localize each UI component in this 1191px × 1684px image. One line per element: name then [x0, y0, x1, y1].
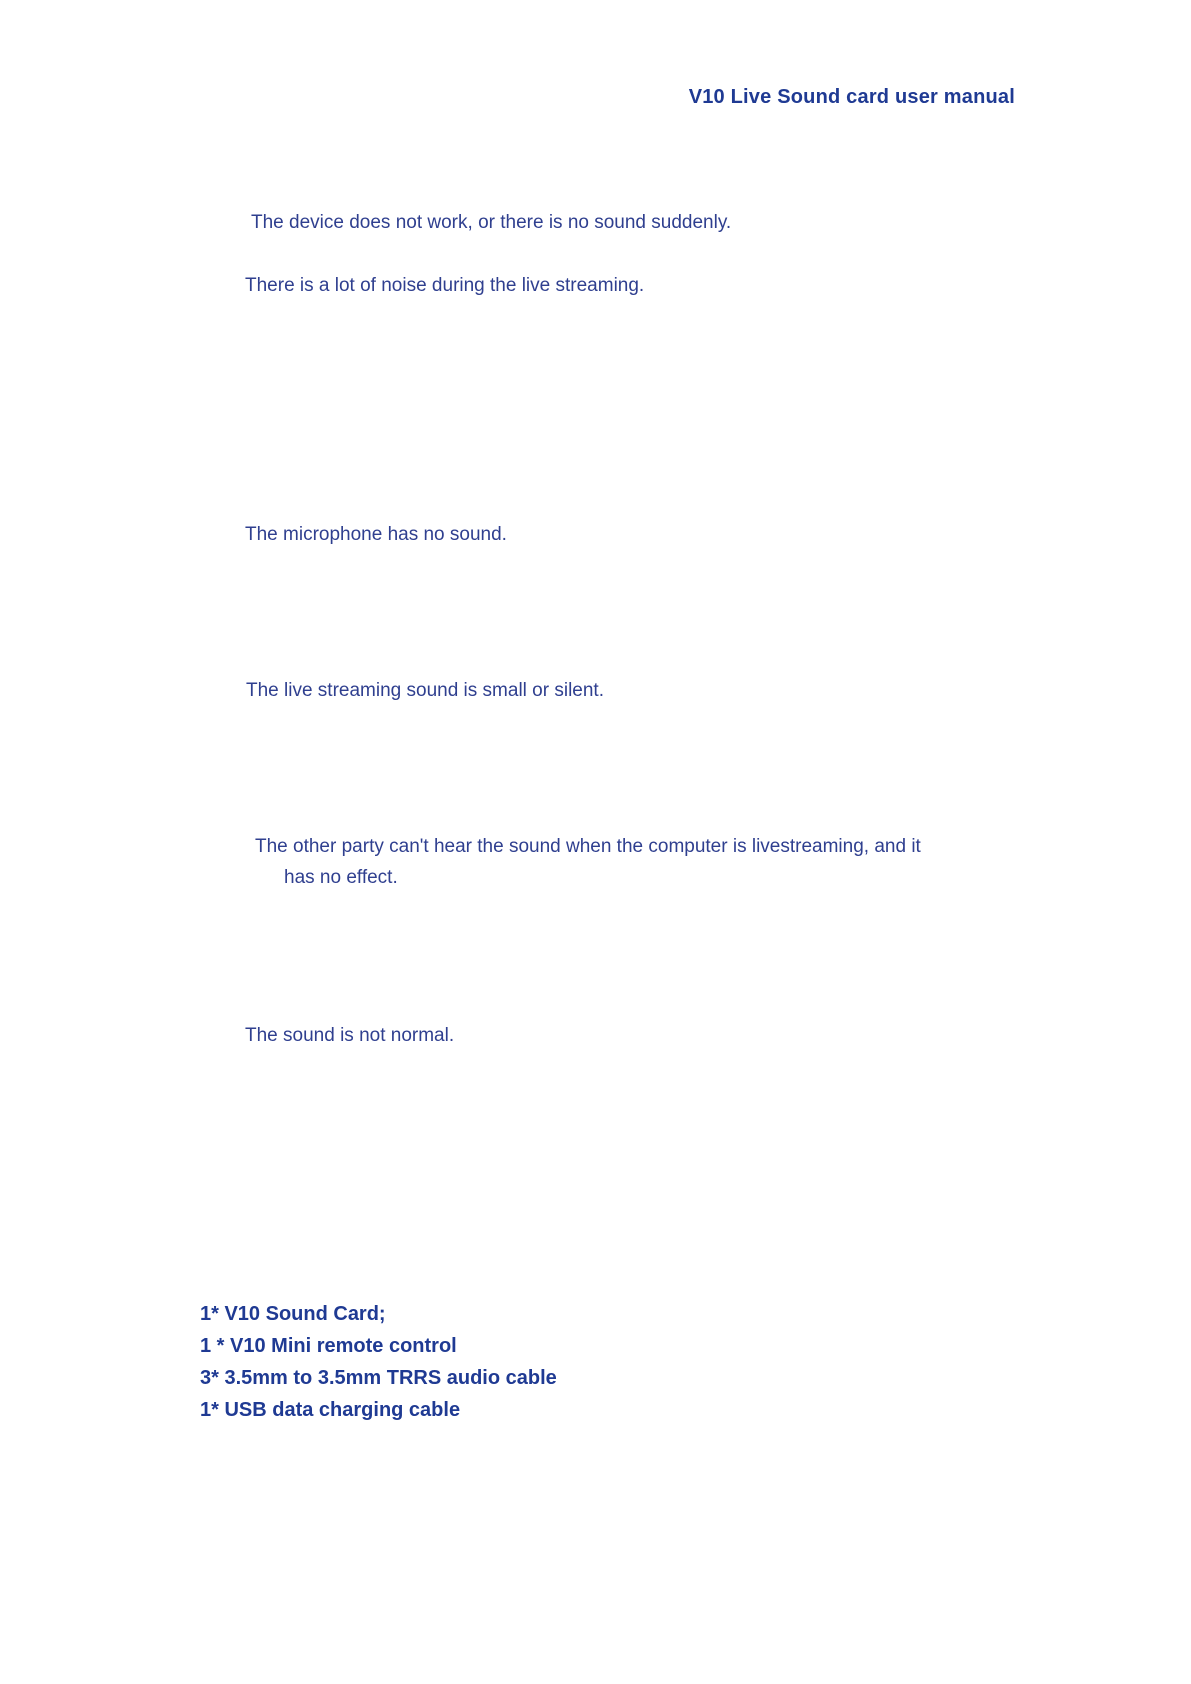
- faq-question-sound-not-normal: The sound is not normal.: [245, 1025, 455, 1046]
- faq-question-microphone-no-sound: The microphone has no sound.: [245, 524, 507, 545]
- faq-question-streaming-sound-small: The live streaming sound is small or silent.: [246, 680, 604, 701]
- faq-question-other-party-cant-hear: [255, 831, 1025, 893]
- page-header-title: V10 Live Sound card user manual: [688, 86, 1015, 108]
- package-item-sound-card: 1* V10 Sound Card;: [200, 1303, 386, 1325]
- package-item-audio-cable: 3* 3.5mm to 3.5mm TRRS audio cable: [200, 1367, 557, 1389]
- faq-question-no-sound-suddenly: The device does not work, or there is no sound suddenly.: [251, 212, 732, 233]
- package-item-usb-cable: 1* USB data charging cable: [200, 1399, 461, 1421]
- faq-question-line-2: has no effect.: [284, 867, 398, 888]
- faq-question-noise-during-streaming: There is a lot of noise during the live streaming.: [245, 275, 645, 296]
- package-item-remote-control: 1 * V10 Mini remote control: [200, 1335, 457, 1357]
- faq-question-line-1: The other party can't hear the sound when the computer is livestreaming, and it: [255, 836, 921, 857]
- package-contents-list: [200, 1298, 557, 1426]
